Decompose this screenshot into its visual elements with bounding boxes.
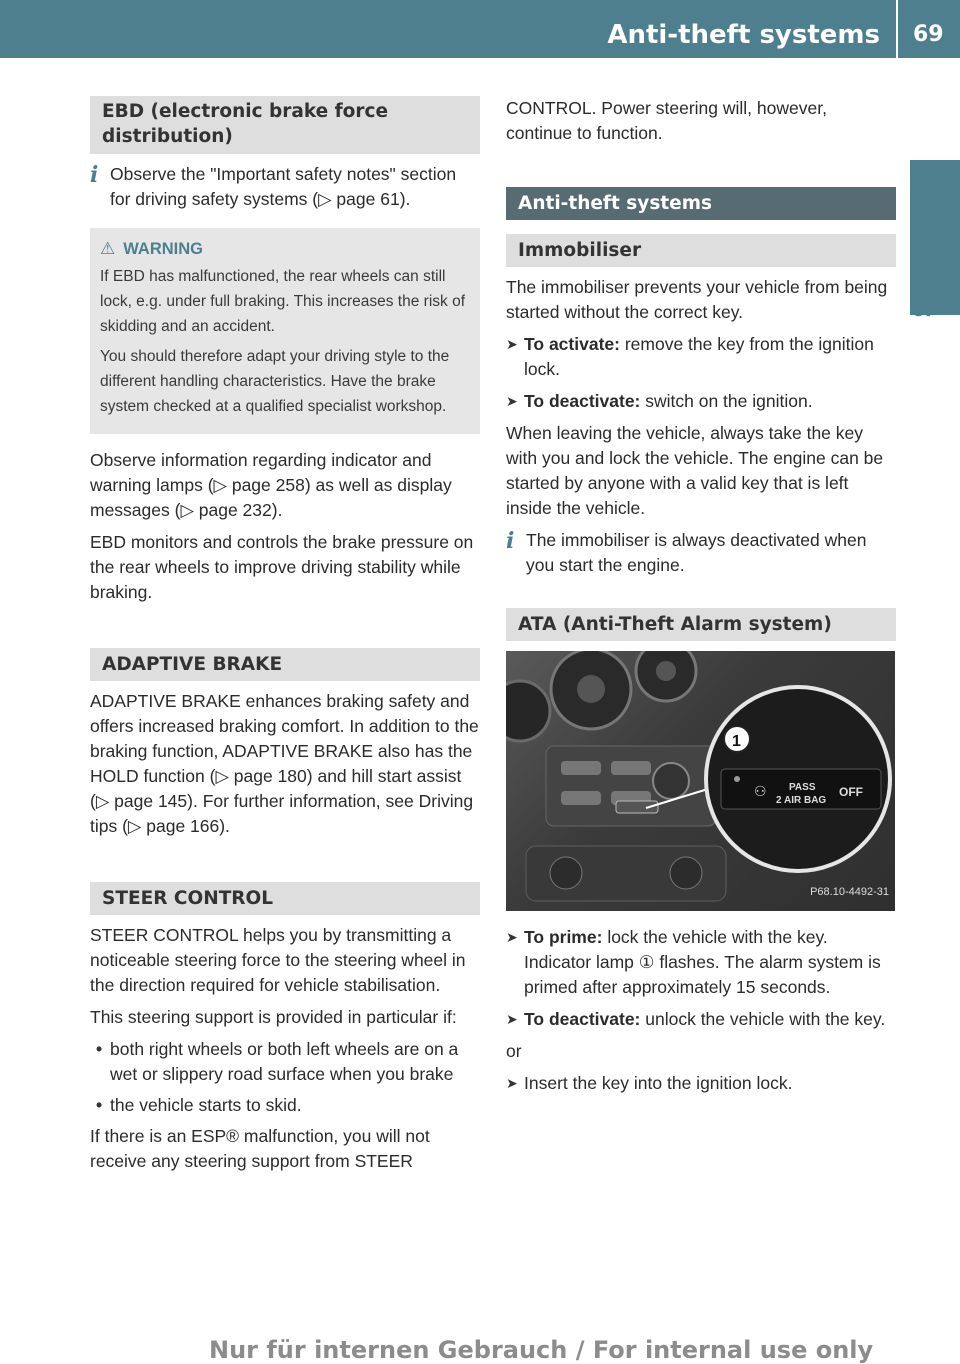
step-item (506, 925, 896, 1000)
paragraph: ADAPTIVE BRAKE enhances braking safety and offers increased braking comfort. In addition to the braking function, ADAPTIVE BRAKE also has the HOLD function (▷ page 180) and hill start assist (▷ page 145). For further information, see Driving tips (▷ page 166). (90, 691, 479, 836)
step-text: remove the key from the ignition lock. (524, 334, 874, 379)
section-heading-ata: ATA (Anti-Theft Alarm system) (506, 608, 896, 641)
paragraph: If there is an ESP® malfunction, you will not receive any steering support from STEER (90, 1126, 430, 1171)
info-icon: i (90, 162, 99, 188)
paragraph: The immobiliser prevents your vehicle from being started without the correct key. (506, 277, 888, 322)
step-item (506, 1007, 896, 1032)
info-icon: i (506, 528, 515, 554)
list-item (90, 1093, 480, 1118)
bullet-icon: • (96, 1095, 103, 1115)
warning-box (90, 228, 480, 434)
paragraph: When leaving the vehicle, always take the key with you and lock the vehicle. The engine can be started by anyone with a valid key that is left inside the vehicle. (506, 423, 884, 518)
info-note-immobiliser (506, 528, 896, 578)
dashboard-photo (506, 651, 895, 911)
airbag-off-label: OFF (839, 785, 863, 799)
page-number: 69 (913, 22, 944, 47)
section-heading-anti-theft: Anti-theft systems (506, 187, 896, 220)
spacer (90, 846, 480, 882)
step-arrow-icon: ➤ (506, 1011, 518, 1027)
warning-paragraph: You should therefore adapt your driving style to the different handling characteristics. Have the brake system checked at a qualified specialist workshop. (100, 348, 450, 415)
spacer (506, 153, 896, 187)
section-heading-immobiliser: Immobiliser (506, 234, 896, 267)
warning-paragraph: If EBD has malfunctioned, the rear wheels can still lock, e.g. under full braking. This increases the risk of skidding and an accident. (100, 268, 465, 335)
left-column (90, 96, 480, 1181)
warning-label: WARNING (123, 240, 203, 258)
section-heading-adaptive-brake: ADAPTIVE BRAKE (90, 648, 480, 681)
airbag-icon: ⚇ (754, 783, 767, 799)
info-text: Observe the "Important safety notes" section for driving safety systems (▷ page 61). (110, 164, 457, 209)
paragraph: or (506, 1041, 522, 1061)
paragraph: This steering support is provided in particular if: (90, 1007, 457, 1027)
step-arrow-icon: ➤ (506, 929, 518, 945)
step-text: Insert the key into the ignition lock. (524, 1073, 793, 1093)
right-column (506, 96, 896, 1103)
warning-triangle-icon: ⚠ (100, 239, 116, 258)
step-label: To activate: (524, 334, 620, 354)
step-item (506, 1071, 896, 1096)
header-divider (896, 0, 898, 58)
step-text: switch on the ignition. (645, 391, 813, 411)
list-item (90, 1037, 480, 1087)
bullet-icon: • (96, 1039, 103, 1059)
step-text: lock the vehicle with the key. Indicator lamp ① flashes. The alarm system is primed after approximately 15 seconds. (524, 927, 881, 997)
section-heading-steer-control: STEER CONTROL (90, 882, 480, 915)
step-arrow-icon: ➤ (506, 336, 518, 352)
step-arrow-icon: ➤ (506, 393, 518, 409)
paragraph: Observe information regarding indicator and warning lamps (▷ page 258) as well as display messages (▷ page 232). (90, 450, 452, 520)
step-item (506, 389, 896, 414)
spacer (90, 612, 480, 648)
step-label: To prime: (524, 927, 603, 947)
paragraph: STEER CONTROL helps you by transmitting a noticeable steering force to the steering wheel in the direction required for vehicle stabilisation. (90, 925, 466, 995)
dashboard-illustration (506, 651, 895, 911)
header-title: Anti-theft systems (607, 20, 880, 50)
list-item-text: both right wheels or both left wheels are on a wet or slippery road surface when you brake (110, 1039, 459, 1084)
photo-code: P68.10-4492-31 (810, 886, 889, 898)
airbag-pass-label: PASS (789, 782, 816, 793)
side-label: Safety (909, 230, 937, 318)
warning-heading (100, 236, 470, 262)
step-label: To deactivate: (524, 391, 641, 411)
step-label: To deactivate: (524, 1009, 641, 1029)
step-arrow-icon: ➤ (506, 1075, 518, 1091)
info-note-ebd (90, 162, 480, 212)
info-text: The immobiliser is always deactivated when you start the engine. (526, 530, 867, 575)
callout-number: 1 (732, 733, 741, 750)
section-heading-ebd: EBD (electronic brake force distribution) (90, 96, 480, 154)
step-text: unlock the vehicle with the key. (645, 1009, 886, 1029)
spacer (506, 594, 896, 608)
list-item-text: the vehicle starts to skid. (110, 1095, 302, 1115)
paragraph: CONTROL. Power steering will, however, continue to function. (506, 98, 827, 143)
step-item (506, 332, 896, 382)
airbag-label: 2 AIR BAG (776, 795, 827, 806)
paragraph: EBD monitors and controls the brake pressure on the rear wheels to improve driving stability while braking. (90, 532, 474, 602)
footer-watermark: Nur für internen Gebrauch / For internal use only (209, 1336, 874, 1364)
